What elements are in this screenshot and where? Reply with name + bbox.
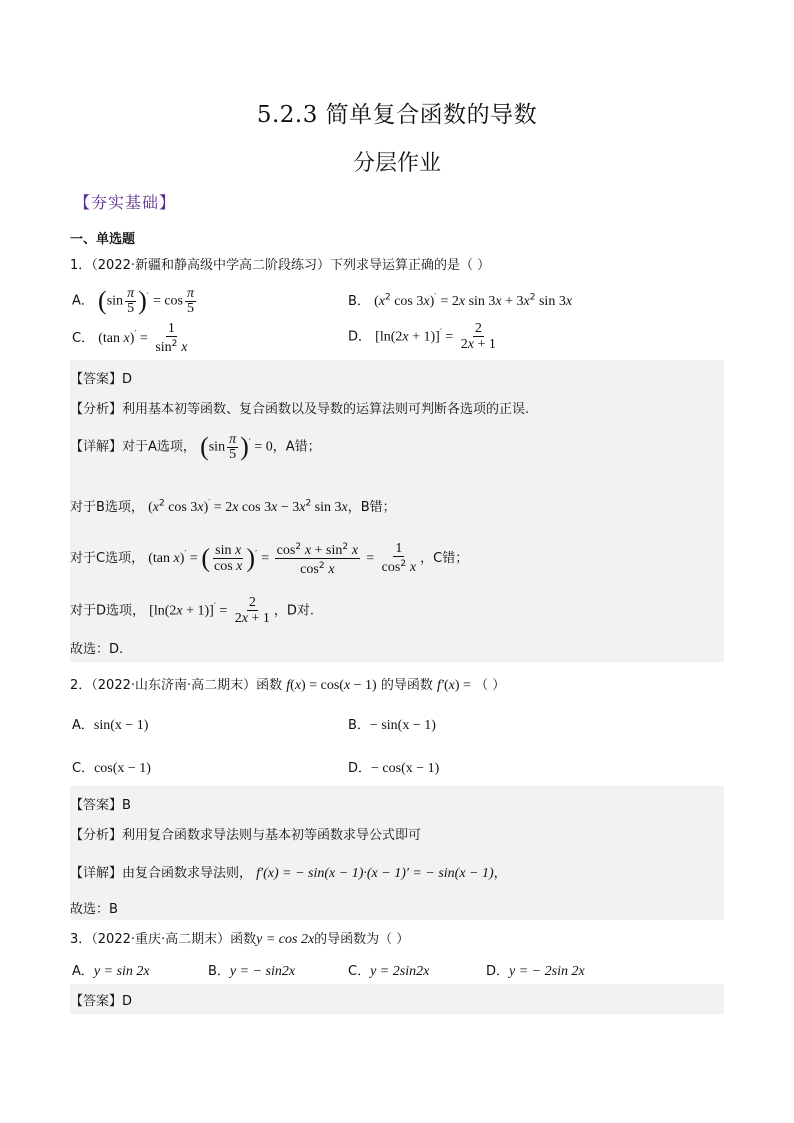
q2-option-d: D．− cos(x − 1) <box>348 761 440 776</box>
section-heading: 【夯实基础】 <box>74 193 177 212</box>
q1-detail-d: 对于D选项， [ln(2x + 1)]′ = $\frac{2}{2x + 1}$ ，D对. <box>70 595 315 626</box>
q3-answer: 【答案】D <box>70 994 133 1009</box>
q1-answer: 【答案】D <box>70 372 133 387</box>
q3-solution-box <box>70 984 724 1014</box>
q2-conclusion: 故选：B <box>70 902 118 917</box>
q1-analysis: 【分析】利用基本初等函数、复合函数以及导数的运算法则可判断各选项的正误. <box>70 402 530 417</box>
part-heading: 一、单选题 <box>70 232 136 247</box>
page-subtitle: 分层作业 <box>352 151 441 176</box>
q2-detail: 【详解】由复合函数求导法则， f′(x) = − sin(x − 1)·(x − 1)′ = − sin(x − 1)， <box>70 866 507 881</box>
q2-analysis: 【分析】利用复合函数求导法则与基本初等函数求导公式即可 <box>70 828 422 843</box>
q3-option-a: A．y = sin 2x <box>72 964 150 979</box>
page-title: 5.2.3 简单复合函数的导数 <box>256 102 538 128</box>
q2-solution-box <box>70 786 724 920</box>
q2-stem: 2．（2022·山东济南·高二期末）函数 f(x) = cos(x − 1) 的导函数 f′(x) = （ ） <box>70 678 506 693</box>
q3-stem: 3．（2022·重庆·高二期末）函数y = cos 2x的导函数为（ ） <box>70 932 410 947</box>
q3-option-d: D．y = − 2sin 2x <box>486 964 585 979</box>
q1-stem: 1．（2022·新疆和静高级中学高二阶段练习）下列求导运算正确的是（ ） <box>70 258 491 273</box>
q1-detail-a: 【详解】对于A选项， (sin $\frac{\pi}{5}$ )′ = 0，A错； <box>70 431 321 462</box>
q3-option-c: C．y = 2sin2x <box>348 964 430 979</box>
q1-option-a: A． (sin $\frac{\pi}{5}$ )′ = cos $\frac{\pi}{5}$ <box>72 285 195 316</box>
q1-conclusion: 故选：D. <box>70 642 124 657</box>
q1-option-d: D． [ln(2x + 1)]′ = $\frac{2}{2x + 1}$ <box>348 321 496 352</box>
q2-option-a: A．sin(x − 1) <box>72 718 149 733</box>
q2-option-b: B．− sin(x − 1) <box>348 718 436 733</box>
q1-detail-b: 对于B选项， ($x^2$ cos 3x)′ = 2x $\cos 3x - 3x^2$ sin 3x，B错； <box>70 498 396 515</box>
q1-option-b: B． ($x^2$ cos 3x)′ = 2x $\sin 3x + 3x^2$ sin 3x <box>348 292 573 309</box>
q2-option-c: C．cos(x − 1) <box>72 761 151 776</box>
q2-answer: 【答案】B <box>70 798 131 813</box>
q1-option-c: C． (tan x)′ = $\frac{1}{\sin^2 x}$ <box>72 321 188 355</box>
q3-option-b: B．y = − sin2x <box>208 964 296 979</box>
q1-detail-c: 对于C选项， (tan x)′ = ( $\frac{\text{sin x}}{\text{cos x}}$ )′ = $\frac{\cos^2 x + \sin^2 x}{\cos^2 x}$ = $\frac{1}{\cos^2 x}$ ，C错； <box>70 541 469 577</box>
